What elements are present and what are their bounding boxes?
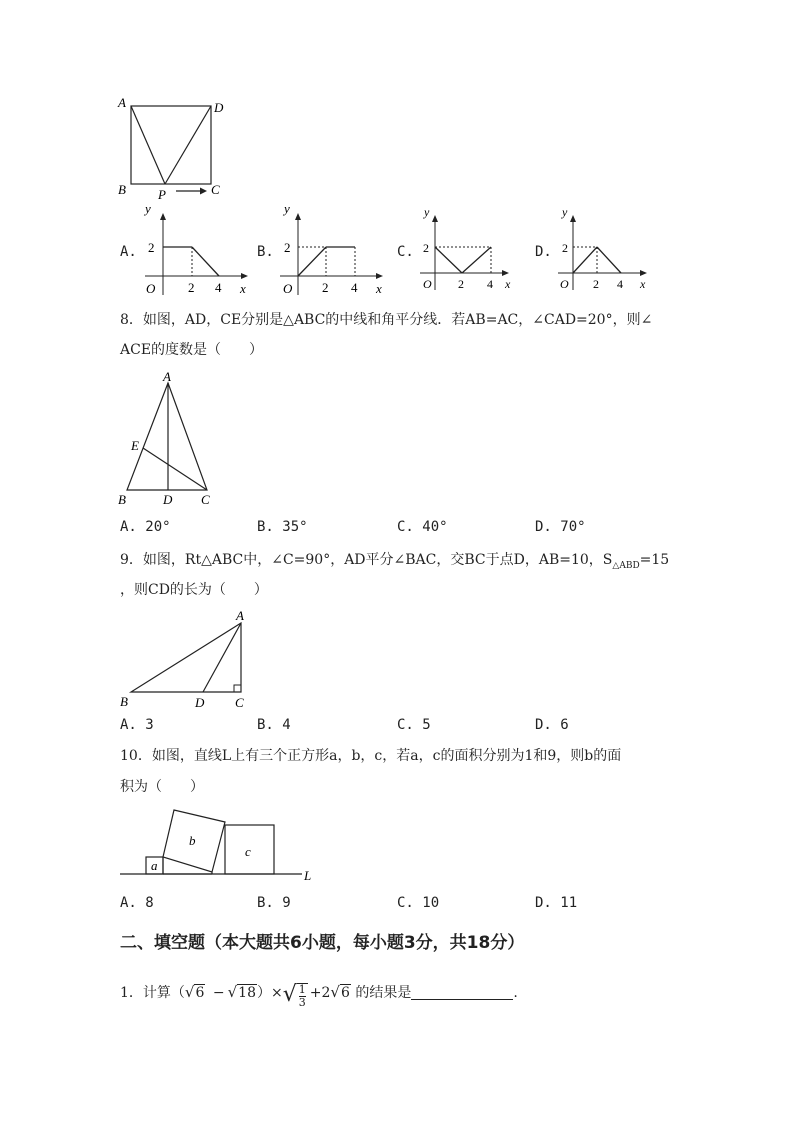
tick-4-x: 4 xyxy=(487,277,493,291)
point-label-a: A xyxy=(236,608,244,623)
q8-option-b[interactable]: B. 35° xyxy=(257,519,308,535)
radicand-18: 18 xyxy=(238,985,256,1001)
plus-two: +2 xyxy=(309,985,331,1001)
q10-option-c[interactable]: C. 10 xyxy=(397,895,440,911)
fraction-denominator: 3 xyxy=(298,996,306,1009)
tick-2-x: 2 xyxy=(322,280,329,295)
option-b-label[interactable]: B. xyxy=(257,244,274,260)
radicand-6b: 6 xyxy=(340,985,350,1001)
radicand-6: 6 xyxy=(195,985,205,1001)
q9-stem-text: 9．如图，Rt△ABC中，∠C=90°，AD平分∠BAC，交BC于点D，AB=10，S xyxy=(120,552,613,568)
axis-x-label: x xyxy=(376,281,382,296)
sqrt-icon: √ xyxy=(184,983,195,1001)
origin-label: O xyxy=(423,277,432,291)
fraction-numerator: 1 xyxy=(298,983,306,996)
tick-2-y: 2 xyxy=(423,241,429,255)
tick-4-x: 4 xyxy=(351,280,358,295)
fill1-prefix: 1．计算（ xyxy=(120,985,185,1001)
fill1-suffix: 的结果是 xyxy=(355,985,412,1001)
sqrt-icon: √ xyxy=(227,983,238,1001)
point-label-d: D xyxy=(163,492,173,507)
axis-y-label: y xyxy=(284,201,290,216)
point-label-b: B xyxy=(120,694,128,709)
q9-option-d[interactable]: D. 6 xyxy=(535,717,569,733)
point-label-d: D xyxy=(214,100,224,115)
q10-stem-line2: 积为（ ） xyxy=(120,779,204,795)
point-label-c: C xyxy=(235,695,244,710)
option-c-label[interactable]: C. xyxy=(397,244,414,260)
q10-option-d[interactable]: D. 11 xyxy=(535,895,578,911)
axis-x-label: x xyxy=(640,277,646,291)
q10-stem-line1: 10．如图，直线L上有三个正方形a，b，c，若a，c的面积分别为1和9，则b的面 xyxy=(120,748,622,764)
fill1-stem xyxy=(120,982,518,1014)
close-times: ）× xyxy=(256,985,283,1001)
q9-stem-line2: ，则CD的长为（ ） xyxy=(120,582,268,598)
point-label-c: C xyxy=(211,182,220,197)
sqrt-icon: √ xyxy=(330,983,340,1001)
point-label-a: A xyxy=(118,95,126,110)
fraction xyxy=(297,983,308,1009)
q8-option-d[interactable]: D. 70° xyxy=(535,519,586,535)
point-label-e: E xyxy=(131,438,139,453)
q10-option-b[interactable]: B. 9 xyxy=(257,895,291,911)
fill1-end: . xyxy=(513,985,518,1001)
line-label-l: L xyxy=(304,868,312,883)
point-label-b: B xyxy=(118,182,126,197)
q9-option-c[interactable]: C. 5 xyxy=(397,717,431,733)
q9-option-b[interactable]: B. 4 xyxy=(257,717,291,733)
origin-label: O xyxy=(560,277,569,291)
section-title: 二、填空题（本大题共6小题，每小题3分，共18分） xyxy=(120,933,525,953)
q8-stem-line1: 8．如图，AD，CE分别是△ABC的中线和角平分线．若AB=AC，∠CAD=20°，则∠ xyxy=(120,312,653,328)
q9-option-a[interactable]: A. 3 xyxy=(120,717,154,733)
axis-x-label: x xyxy=(505,277,511,291)
axis-y-label: y xyxy=(424,205,430,219)
axis-y-label: y xyxy=(145,201,151,216)
answer-blank[interactable] xyxy=(411,985,513,1000)
tick-4-x: 4 xyxy=(215,280,222,295)
tick-2-x: 2 xyxy=(593,277,599,291)
sqrt-icon: √ xyxy=(282,982,297,1007)
area-subscript: △ABD xyxy=(612,560,640,571)
tick-4-x: 4 xyxy=(617,277,623,291)
point-label-a: A xyxy=(163,369,171,384)
q10-option-a[interactable]: A. 8 xyxy=(120,895,154,911)
q8-option-c[interactable]: C. 40° xyxy=(397,519,448,535)
point-label-p: P xyxy=(158,187,166,202)
q8-stem-line2: ACE的度数是（ ） xyxy=(120,342,264,358)
point-label-d: D xyxy=(195,695,205,710)
option-a-label[interactable]: A. xyxy=(120,244,137,260)
axis-y-label: y xyxy=(562,205,568,219)
tick-2-x: 2 xyxy=(458,277,464,291)
minus-sign: − xyxy=(212,985,225,1001)
q8-option-a[interactable]: A. 20° xyxy=(120,519,171,535)
origin-label: O xyxy=(283,281,293,296)
axis-x-label: x xyxy=(240,281,246,296)
tick-2-y: 2 xyxy=(284,240,291,255)
q9-stem-value: =15 xyxy=(639,552,670,568)
square-label-c: c xyxy=(245,844,251,859)
square-label-a: a xyxy=(151,858,158,873)
origin-label: O xyxy=(146,281,156,296)
option-d-label[interactable]: D. xyxy=(535,244,552,260)
tick-2-x: 2 xyxy=(188,280,195,295)
point-label-c: C xyxy=(201,492,210,507)
point-label-b: B xyxy=(118,492,126,507)
tick-2-y: 2 xyxy=(148,240,155,255)
square-label-b: b xyxy=(189,833,196,848)
tick-2-y: 2 xyxy=(562,241,568,255)
